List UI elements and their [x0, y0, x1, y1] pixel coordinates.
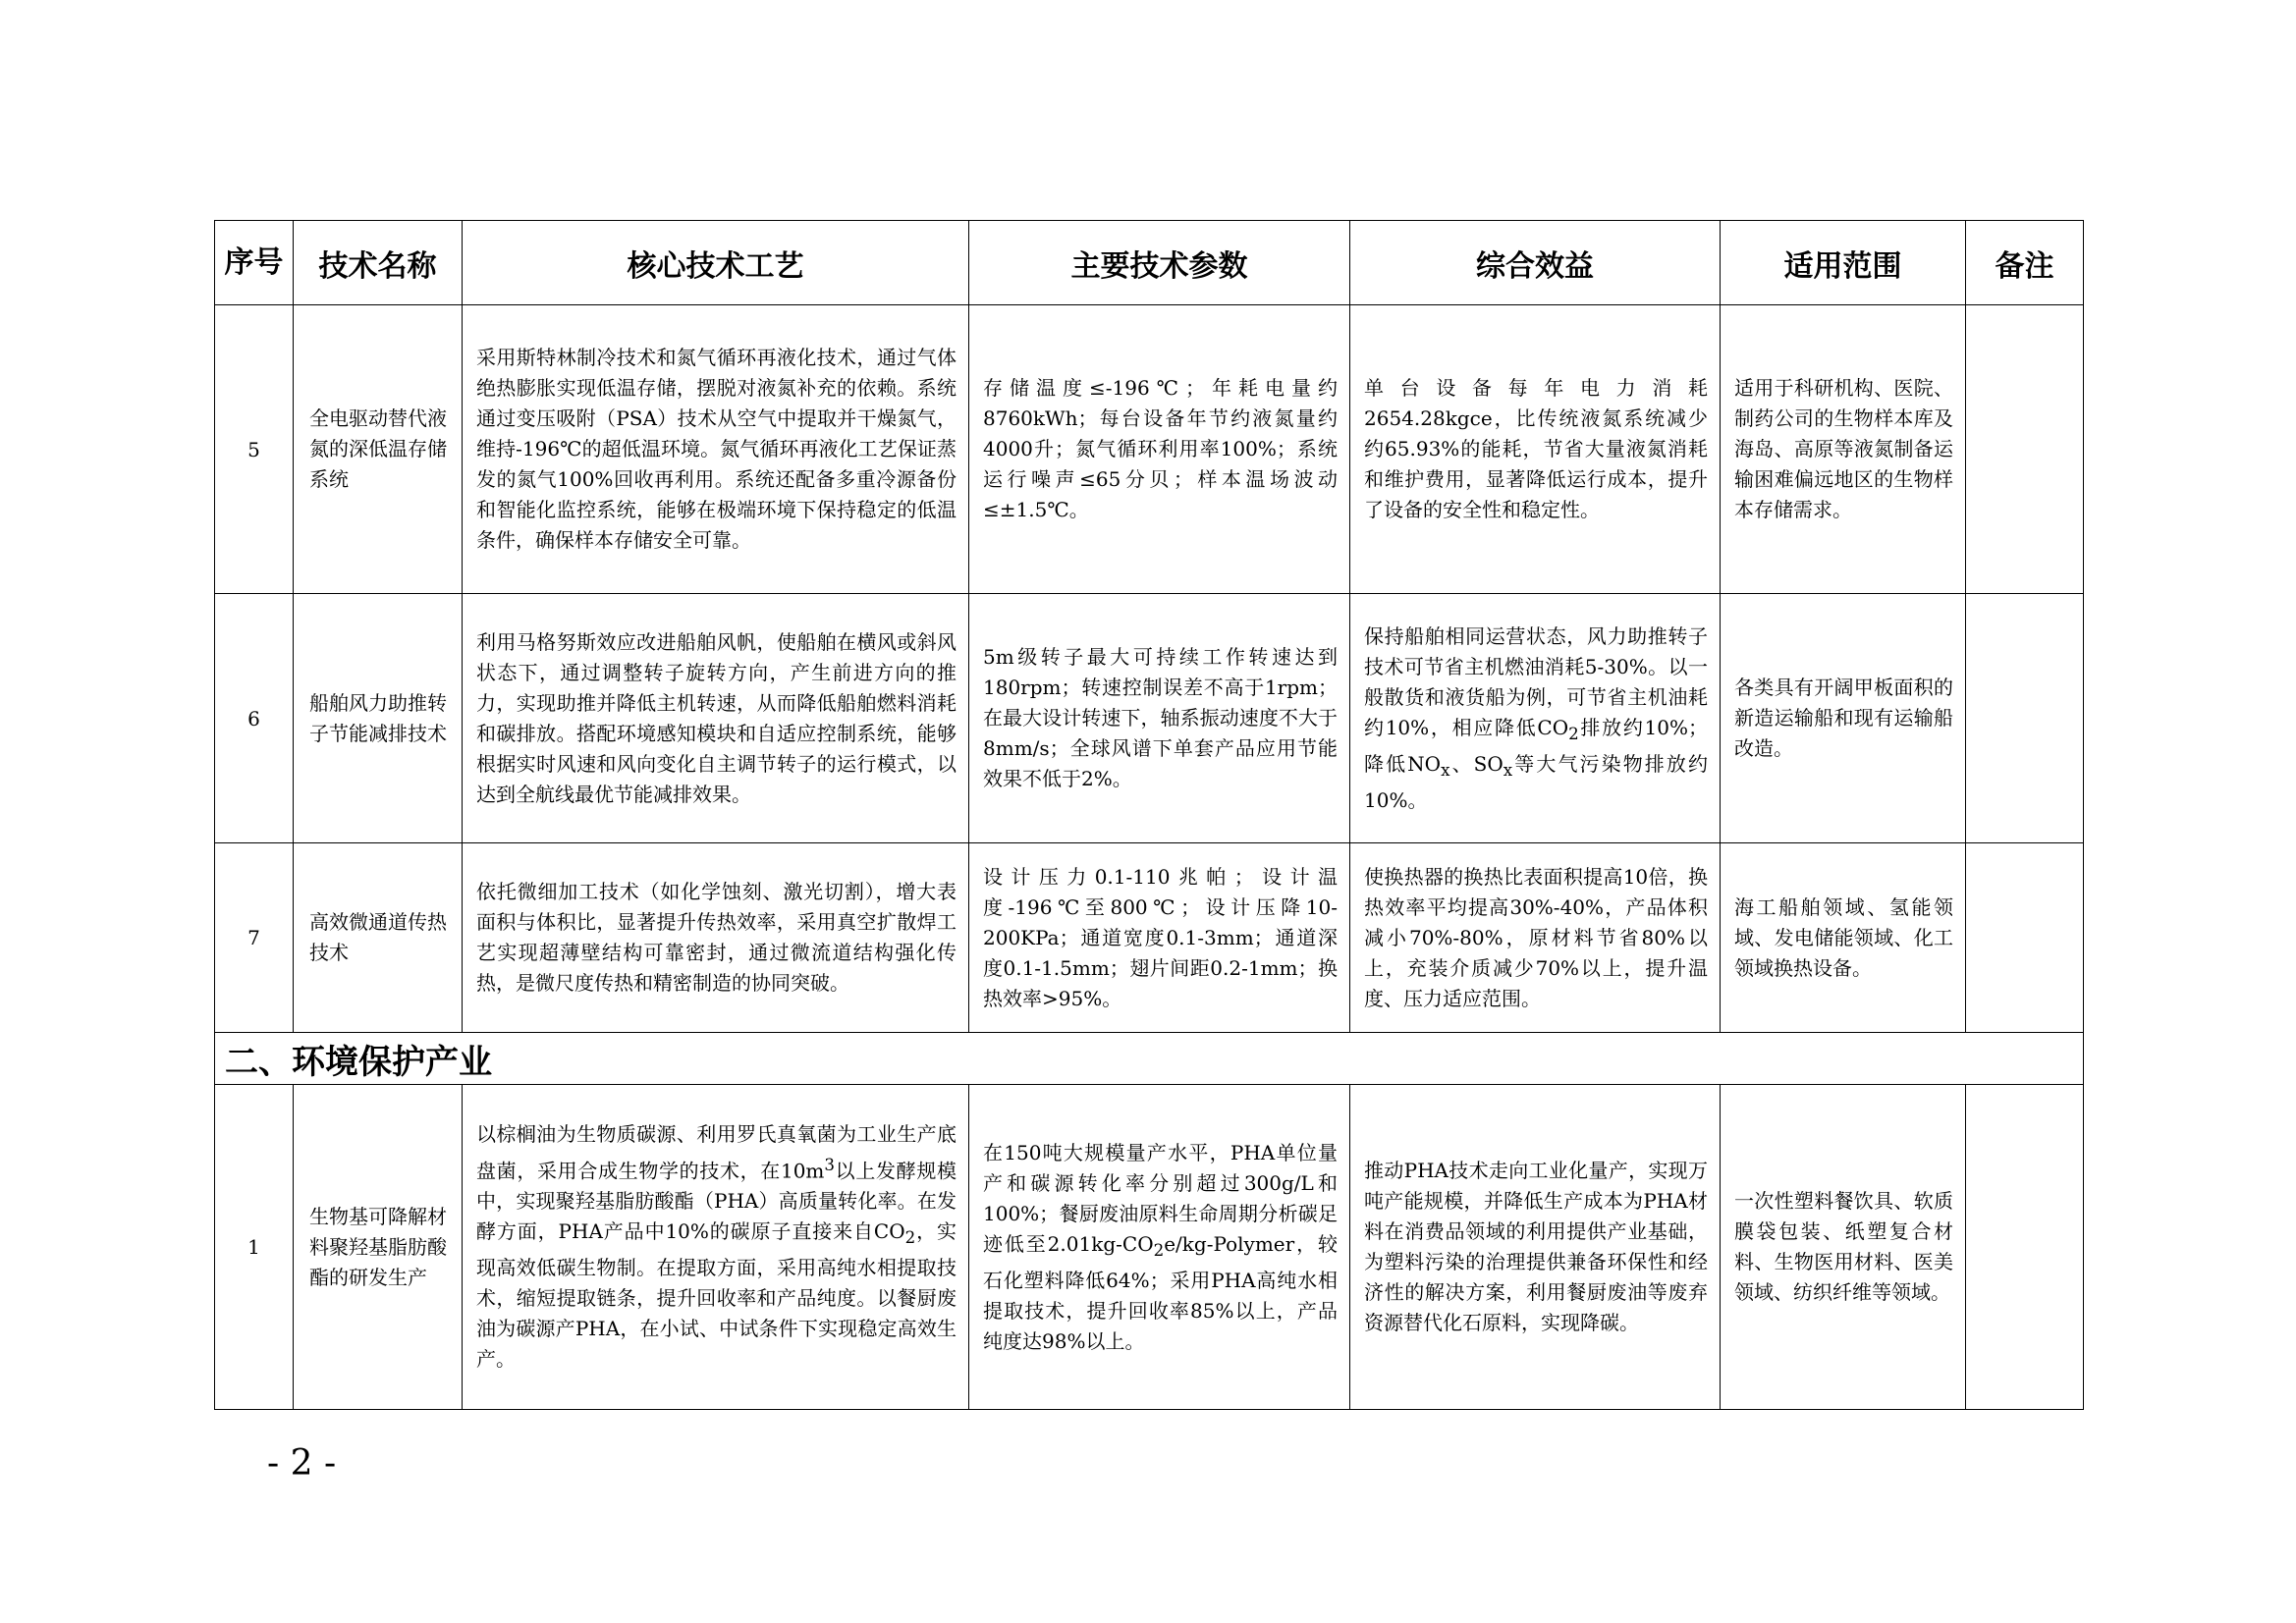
- technology-table: [214, 220, 2084, 1410]
- row-params: 存储温度≤-196℃；年耗电量约8760kWh；每台设备年节约液氮量约4000升；氮气循环利用率100%；系统运行噪声≤65分贝；样本温场波动≤±1.5℃。: [969, 305, 1350, 594]
- row-benefit: 单台设备每年电力消耗2654.28kgce，比传统液氮系统减少约65.93%的能耗，节省大量液氮消耗和维护费用，显著降低运行成本，提升了设备的安全性和稳定性。: [1350, 305, 1721, 594]
- table-row: [215, 1085, 2084, 1410]
- table-row: [215, 594, 2084, 843]
- row-seq: 7: [215, 843, 294, 1033]
- table-row: [215, 305, 2084, 594]
- row-benefit: 使换热器的换热比表面积提高10倍，换热效率平均提高30%-40%，产品体积减小70%-80%，原材料节省80%以上，充装介质减少70%以上，提升温度、压力适应范围。: [1350, 843, 1721, 1033]
- header-process: 核心技术工艺: [463, 221, 969, 305]
- row-name: 高效微通道传热技术: [294, 843, 463, 1033]
- header-note: 备注: [1966, 221, 2084, 305]
- header-row: [215, 221, 2084, 305]
- row-process: 采用斯特林制冷技术和氮气循环再液化技术，通过气体绝热膨胀实现低温存储，摆脱对液氮补充的依赖。系统通过变压吸附（PSA）技术从空气中提取并干燥氮气，维持-196℃的超低温环境。氮气循环再液化工艺保证蒸发的氮气100%回收再利用。系统还配备多重冷源备份和智能化监控系统，能够在极端环境下保持稳定的低温条件，确保样本存储安全可靠。: [463, 305, 969, 594]
- row-note: [1966, 305, 2084, 594]
- section-row: [215, 1033, 2084, 1085]
- row-seq: 6: [215, 594, 294, 843]
- header-params: 主要技术参数: [969, 221, 1350, 305]
- row-name: 生物基可降解材料聚羟基脂肪酸酯的研发生产: [294, 1085, 463, 1410]
- section-title: 二、环境保护产业: [215, 1033, 2084, 1085]
- row-note: [1966, 843, 2084, 1033]
- row-name: 船舶风力助推转子节能减排技术: [294, 594, 463, 843]
- row-benefit: 推动PHA技术走向工业化量产，实现万吨产能规模，并降低生产成本为PHA材料在消费品领域的利用提供产业基础，为塑料污染的治理提供兼备环保性和经济性的解决方案，利用餐厨废油等废弃资源替代化石原料，实现降碳。: [1350, 1085, 1721, 1410]
- row-scope: 适用于科研机构、医院、制药公司的生物样本库及海岛、高原等液氮制备运输困难偏远地区的生物样本存储需求。: [1721, 305, 1966, 594]
- row-seq: 1: [215, 1085, 294, 1410]
- row-benefit: 保持船舶相同运营状态，风力助推转子技术可节省主机燃油消耗5-30%。以一般散货和液货船为例，可节省主机油耗约10%，相应降低$CO_2$排放约10%；降低$NO_x$、$SO_x$等大气污染物排放约10%。: [1350, 594, 1721, 843]
- row-scope: 海工船舶领域、氢能领域、发电储能领域、化工领域换热设备。: [1721, 843, 1966, 1033]
- row-params: 在150吨大规模量产水平，PHA单位量产和碳源转化率分别超过300g/L和100%；餐厨废油原料生命周期分析碳足迹低至$2.01kg-CO_2e/kg$-Polymer，较石化塑料降低64%；采用PHA高纯水相提取技术，提升回收率85%以上，产品纯度达98%以上。: [969, 1085, 1350, 1410]
- table-row: [215, 843, 2084, 1033]
- row-process: 依托微细加工技术（如化学蚀刻、激光切割），增大表面积与体积比，显著提升传热效率，采用真空扩散焊工艺实现超薄壁结构可靠密封，通过微流道结构强化传热，是微尺度传热和精密制造的协同突破。: [463, 843, 969, 1033]
- row-params: 设计压力0.1-110兆帕；设计温度-196℃至800℃；设计压降10-200KPa；通道宽度0.1-3mm；通道深度0.1-1.5mm；翅片间距0.2-1mm；换热效率>95%。: [969, 843, 1350, 1033]
- header-name: 技术名称: [294, 221, 463, 305]
- row-name: 全电驱动替代液氮的深低温存储系统: [294, 305, 463, 594]
- header-benefit: 综合效益: [1350, 221, 1721, 305]
- row-process: 以棕榈油为生物质碳源、利用罗氏真氧菌为工业生产底盘菌，采用合成生物学的技术，在$10m^3$以上发酵规模中，实现聚羟基脂肪酸酯（PHA）高质量转化率。在发酵方面，PHA产品中10%的碳原子直接来自$CO_2$，实现高效低碳生物制。在提取方面，采用高纯水相提取技术，缩短提取链条，提升回收率和产品纯度。以餐厨废油为碳源产PHA，在小试、中试条件下实现稳定高效生产。: [463, 1085, 969, 1410]
- row-process: 利用马格努斯效应改进船舶风帆，使船舶在横风或斜风状态下，通过调整转子旋转方向，产生前进方向的推力，实现助推并降低主机转速，从而降低船舶燃料消耗和碳排放。搭配环境感知模块和自适应控制系统，能够根据实时风速和风向变化自主调节转子的运行模式，以达到全航线最优节能减排效果。: [463, 594, 969, 843]
- row-scope: 一次性塑料餐饮具、软质膜袋包装、纸塑复合材料、生物医用材料、医美领域、纺织纤维等领域。: [1721, 1085, 1966, 1410]
- row-note: [1966, 594, 2084, 843]
- page-number: - 2 -: [267, 1443, 337, 1484]
- row-params: 5m级转子最大可持续工作转速达到180rpm；转速控制误差不高于1rpm；在最大设计转速下，轴系振动速度不大于8mm/s；全球风谱下单套产品应用节能效果不低于2%。: [969, 594, 1350, 843]
- row-seq: 5: [215, 305, 294, 594]
- row-scope: 各类具有开阔甲板面积的新造运输船和现有运输船改造。: [1721, 594, 1966, 843]
- row-note: [1966, 1085, 2084, 1410]
- header-scope: 适用范围: [1721, 221, 1966, 305]
- header-seq: 序号: [215, 221, 294, 305]
